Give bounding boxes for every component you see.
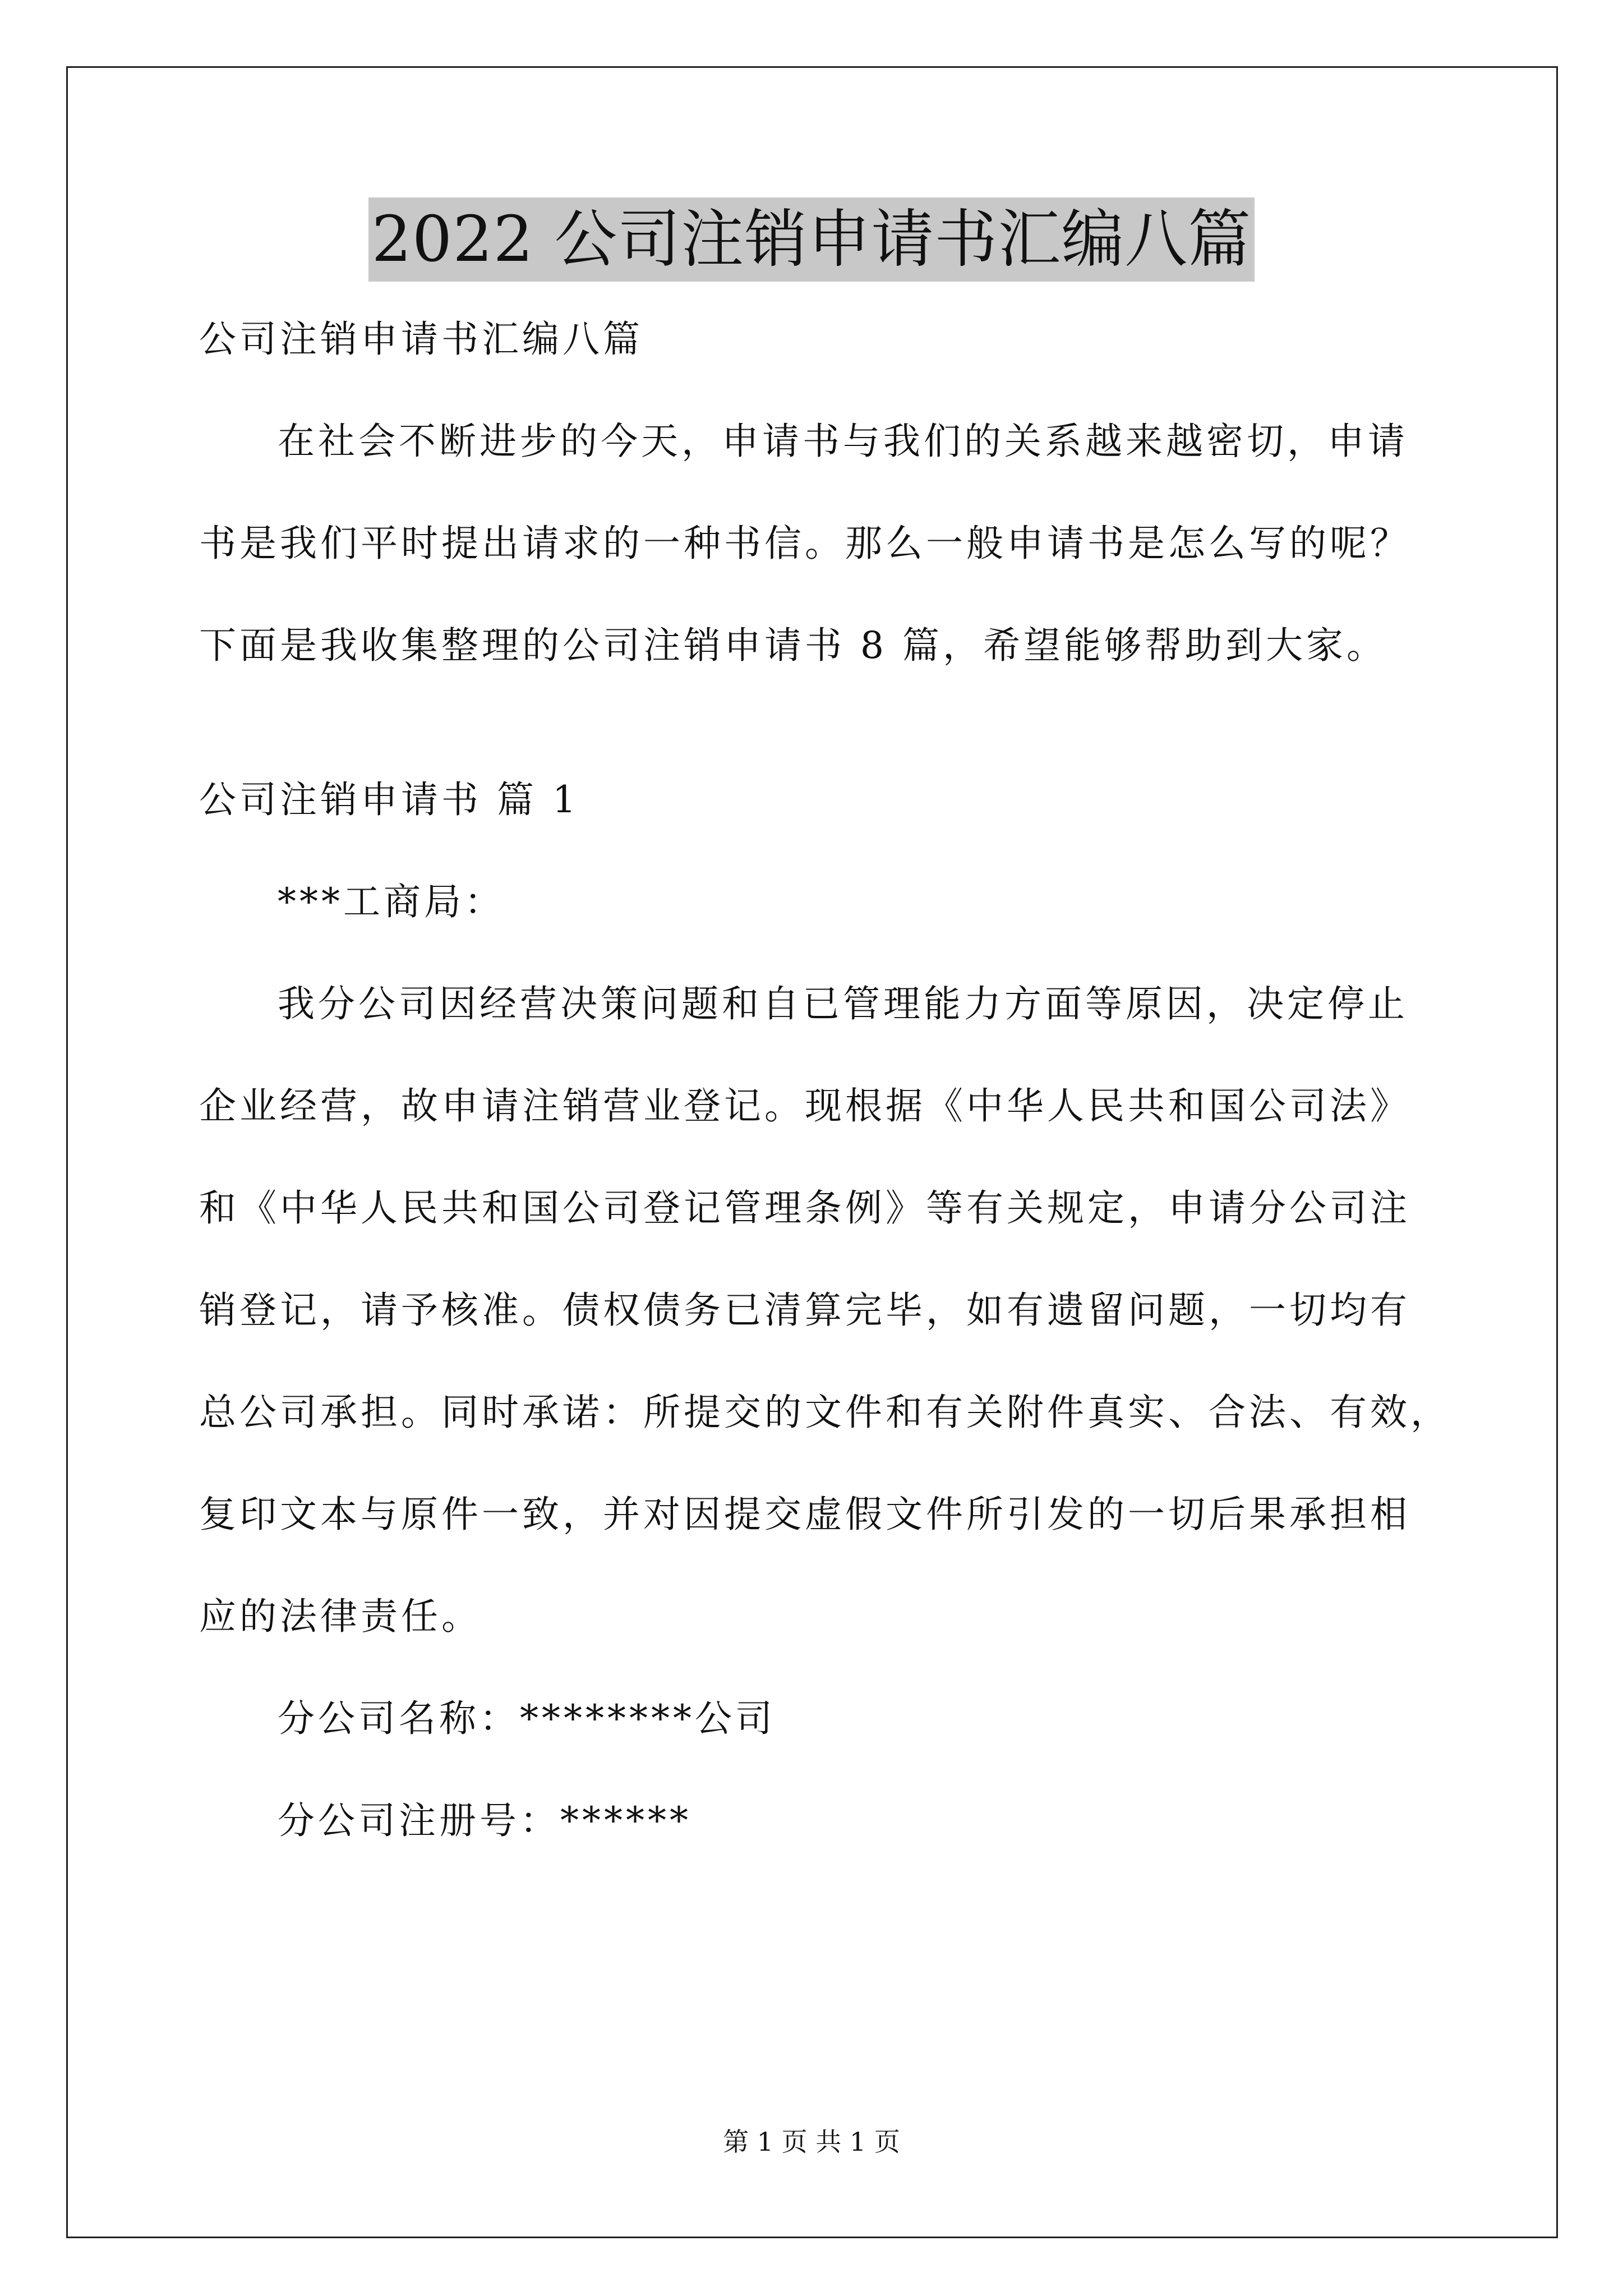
salutation: ***工商局： [278,880,505,923]
intro-line: 在社会不断进步的今天，申请书与我们的关系越来越密切，申请 [278,420,1408,463]
body-line: 企业经营，故申请注销营业登记。现根据《中华人民共和国公司法》 [199,1084,1410,1128]
body-line: 复印文本与原件一致，并对因提交虚假文件所引发的一切后果承担相 [199,1493,1410,1536]
section-heading: 公司注销申请书 篇 1 [199,778,579,821]
body-line: 总公司承担。同时承诺：所提交的文件和有关附件真实、合法、有效， [199,1391,1451,1434]
body-line: 我分公司因经营决策问题和自已管理能力方面等原因，决定停止 [278,982,1408,1025]
body-line: 和《中华人民共和国公司登记管理条例》等有关规定，申请分公司注 [199,1186,1410,1230]
subtitle: 公司注销申请书汇编八篇 [199,318,643,361]
document-body [199,314,1451,1846]
page-footer: 第 1 页 共 1 页 [723,2127,900,2157]
intro-line: 书是我们平时提出请求的一种书信。那么一般申请书是怎么写的呢？ [199,522,1410,565]
title-container [0,197,1623,282]
intro-line: 下面是我收集整理的公司注销申请书 8 篇，希望能够帮助到大家。 [199,624,1387,667]
body-line: 应的法律责任。 [199,1595,482,1638]
body-line: 销登记，请予核准。债权债务已清算完毕，如有遗留问题，一切均有 [199,1289,1410,1332]
document-title: 2022 公司注销申请书汇编八篇 [368,197,1255,282]
branch-registration-number: 分公司注册号：****** [278,1799,691,1842]
branch-name: 分公司名称：********公司 [278,1697,776,1740]
